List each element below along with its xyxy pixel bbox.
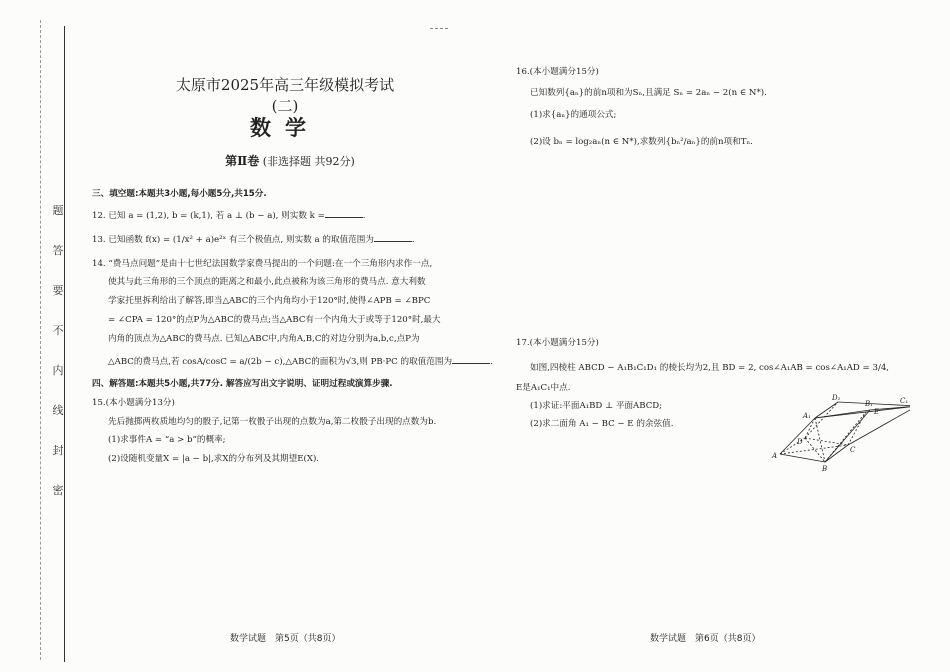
question-17-heading: 17.(本小题满分15分): [516, 338, 599, 348]
label-C1: C₁: [900, 397, 909, 405]
seal-char: 封: [50, 443, 66, 459]
question-15-part-1: (1)求事件A = “a > b”的概率;: [108, 435, 226, 445]
prism-figure: [770, 392, 910, 472]
question-17-part-1: (1)求证:平面A₁BD ⊥ 平面ABCD;: [530, 401, 663, 411]
binding-dashed-line: [40, 20, 41, 660]
section-3-heading: 三、填空题:本题共3小题,每小题5分,共15分.: [92, 189, 267, 199]
answer-blank: [325, 209, 363, 218]
label-B: B: [822, 465, 828, 472]
exam-title: 太原市2025年高三年级模拟考试(二): [175, 76, 395, 115]
volume-label: 第Ⅱ卷: [225, 154, 260, 168]
edge-AB: [780, 454, 825, 462]
question-14-line-6: △ABC的费马点,若 cosA/cosC = a/(2b − c),△ABC的面积为√3,则 PB·PC 的取值范围为 .: [108, 357, 493, 367]
answer-blank: [374, 233, 412, 242]
subject-title: 数学: [250, 115, 320, 140]
line-A1D: [805, 418, 815, 438]
label-D1: D₁: [832, 394, 841, 402]
label-A1: A₁: [803, 412, 811, 420]
page-footer-5: 数学试题 第5页（共8页）: [230, 634, 341, 644]
seal-char: 线: [50, 403, 66, 419]
question-16-line-1: 已知数列{aₙ}的前n项和为Sₙ,且满足 Sₙ = 2aₙ − 2(n ∈ N*).: [530, 88, 767, 98]
label-D: D: [797, 438, 803, 446]
question-15-line-1: 先后抛掷两枚质地均匀的骰子,记第一枚骰子出现的点数为a,第二枚骰子出现的点数为b.: [108, 417, 437, 427]
question-13-text: 13. 已知函数 f(x) = (1/x² + a)e²ˣ 有三个极值点, 则实数 a 的取值范围为: [92, 235, 374, 245]
question-12-text: 12. 已知 a = (1,2), b = (k,1), 若 a ⊥ (b − a), 则实数 k =: [92, 211, 325, 221]
question-16-part-1: (1)求{aₙ}的通项公式;: [530, 110, 617, 120]
question-12: 12. 已知 a = (1,2), b = (k,1), 若 a ⊥ (b − a), 则实数 k = .: [92, 211, 366, 221]
question-16-heading: 16.(本小题满分15分): [516, 67, 599, 77]
question-15-part-2: (2)设随机变量X = |a − b|,求X的分布列及其期望E(X).: [108, 454, 320, 464]
question-14-line-5: 内角的顶点为△ABC的费马点. 已知△ABC中,内角A,B,C的对边分别为a,b,c,点P为: [108, 334, 420, 344]
section-4-heading: 四、解答题:本题共5小题,共77分. 解答应写出文字说明、证明过程或演算步骤.: [92, 379, 393, 389]
question-14-text: △ABC的费马点,若 cosA/cosC = a/(2b − c),△ABC的面积为√3,则 PB·PC 的取值范围为: [108, 357, 453, 367]
question-16-part-2: (2)设 bₙ = log₂aₙ(n ∈ N*),求数列{bₙ²/aₙ}的前n项和Tₙ.: [530, 137, 753, 147]
question-14-line-2: 使其与此三角形的三个顶点的距离之和最小,此点被称为该三角形的费马点. 意大利数: [108, 277, 426, 287]
label-B1: B₁: [865, 400, 873, 408]
question-14-line-4: = ∠CPA = 120°的点P为△ABC的费马点;当△ABC有一个内角大于或等于120°时,最大: [108, 315, 441, 325]
seal-char: 密: [50, 483, 66, 499]
question-17-part-2: (2)求二面角 A₁ − BC − E 的余弦值.: [530, 419, 674, 429]
page-footer-6: 数学试题 第6页（共8页）: [650, 634, 761, 644]
edge-DD1: [805, 402, 838, 438]
label-A: A: [772, 452, 778, 460]
label-C: C: [850, 446, 856, 454]
question-14-line-3: 学家托里拆利给出了解答,即当△ABC的三个内角均小于120°时,使得∠APB = ∠BPC: [108, 296, 431, 306]
question-14-line-1: 14. “费马点问题”是由十七世纪法国数学家费马提出的一个问题:在一个三角形内求作一点,: [92, 259, 433, 269]
seal-char: 不: [50, 323, 66, 339]
line-BE: [825, 412, 866, 462]
edge-DC: [805, 438, 848, 445]
question-13: 13. 已知函数 f(x) = (1/x² + a)e²ˣ 有三个极值点, 则实数 a 的取值范围为 .: [92, 235, 415, 245]
question-17-line-2: E是A₁C₁中点.: [516, 383, 571, 393]
seal-char: 要: [50, 283, 66, 299]
binding-margin: [0, 0, 64, 672]
edge-AA1: [780, 418, 815, 454]
question-17-line-1: 如图,四棱柱 ABCD − A₁B₁C₁D₁ 的棱长均为2,且 BD = 2, cos∠A₁AB = cos∠A₁AD = 3/4,: [530, 363, 890, 373]
label-E: E: [874, 408, 880, 416]
answer-blank: [452, 355, 490, 364]
page-border-line: [64, 26, 65, 662]
volume-heading: [160, 152, 420, 169]
question-15-heading: 15.(本小题满分13分): [92, 398, 175, 408]
seal-char: 内: [50, 363, 66, 379]
seal-char: 答: [50, 243, 66, 259]
line-A1B: [815, 418, 825, 462]
volume-note: (非选择题 共92分): [262, 155, 355, 168]
top-scan-mark: [430, 28, 448, 29]
seal-char: 题: [50, 203, 66, 219]
